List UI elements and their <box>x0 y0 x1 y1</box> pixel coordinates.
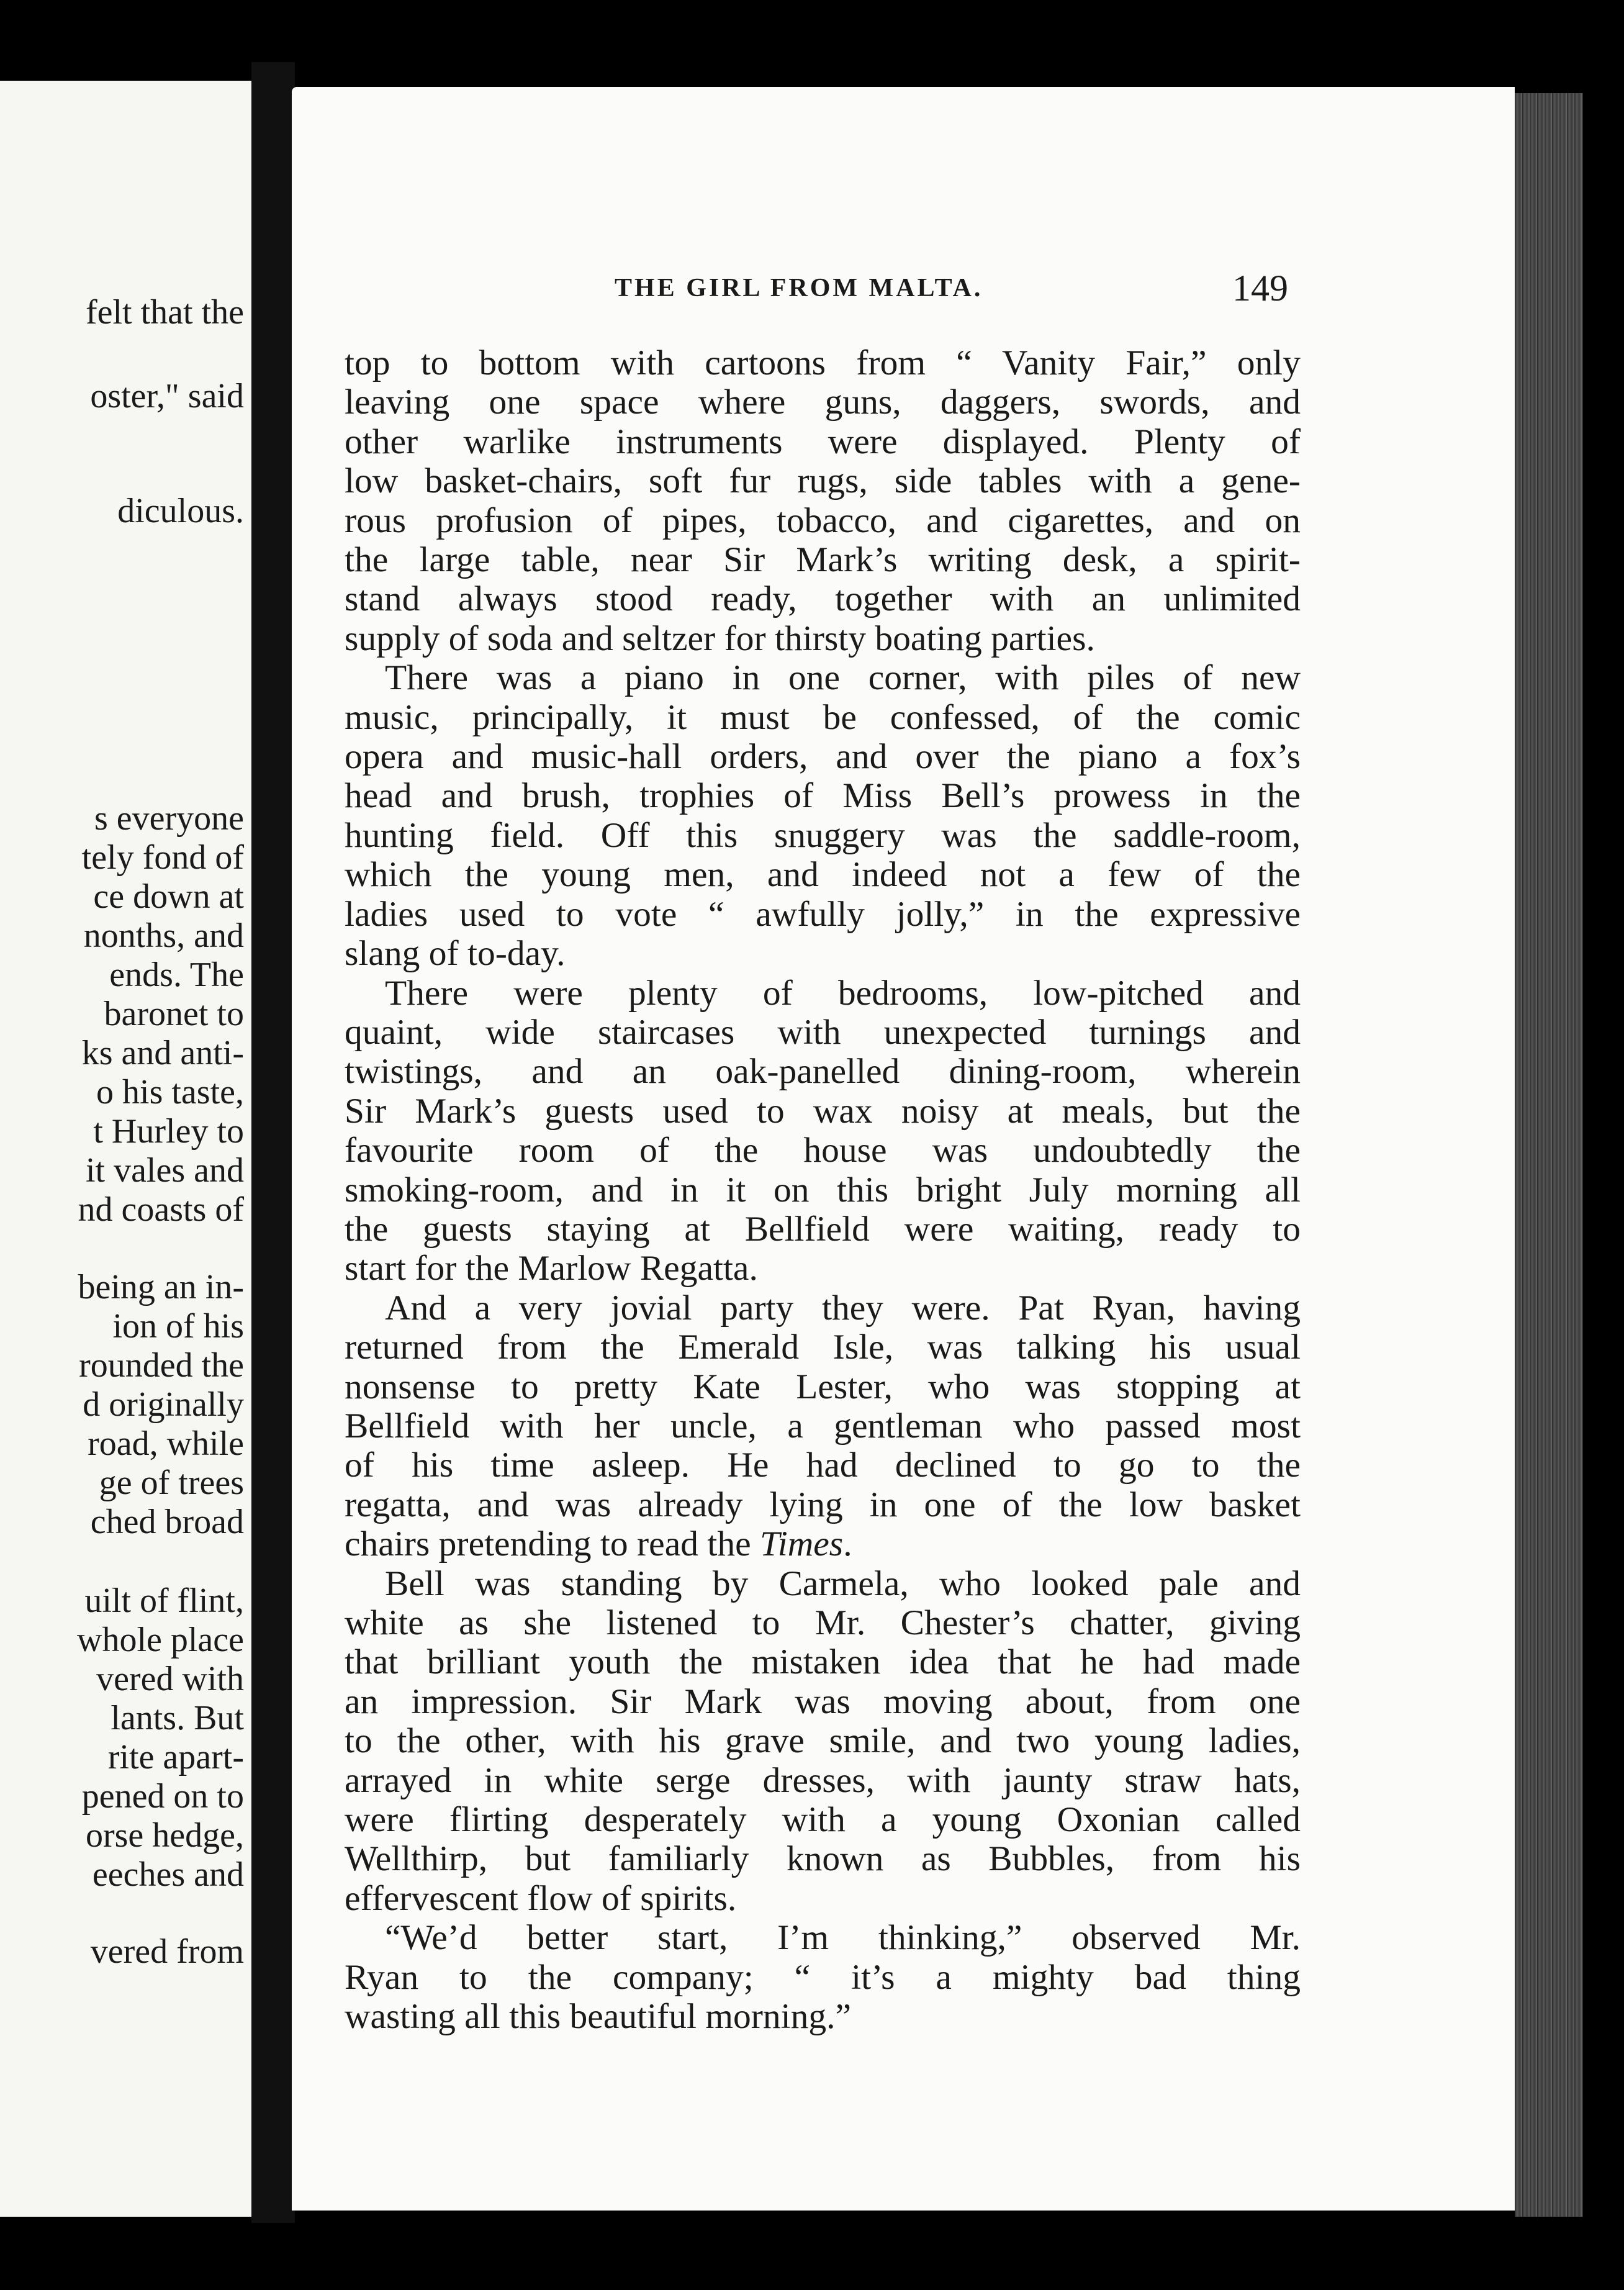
text-line: the guests staying at Bellfield were waiting, ready to <box>345 1209 1301 1249</box>
text-line: wasting all this beautiful morning.” <box>345 1997 852 2037</box>
previous-page-line: ce down at <box>93 877 244 916</box>
previous-page-line: d originally <box>83 1385 244 1424</box>
text-line: There was a piano in one corner, with piles of new <box>385 658 1301 698</box>
text-line: Bell was standing by Carmela, who looked pale and <box>385 1564 1301 1603</box>
page-edges <box>1515 93 1583 2217</box>
previous-page-line: s everyone <box>94 799 244 838</box>
paragraph <box>345 1288 1301 1564</box>
previous-page-line: ends. The <box>109 956 244 994</box>
previous-page-line: orse hedge, <box>85 1816 244 1855</box>
text-line: regatta, and was already lying in one of the low basket <box>345 1485 1301 1524</box>
previous-page-line: baronet to <box>104 995 244 1033</box>
text-line: low basket-chairs, soft fur rugs, side tables with a gene- <box>345 461 1301 501</box>
previous-page-line: nd coasts of <box>78 1190 244 1229</box>
previous-page-line: lants. But <box>111 1699 244 1737</box>
previous-page <box>0 81 251 2217</box>
paragraph <box>345 1918 1301 2036</box>
paragraph <box>345 974 1301 1288</box>
text-line: head and brush, trophies of Miss Bell’s prowess in the <box>345 776 1301 816</box>
previous-page-line: road, while <box>88 1424 244 1463</box>
text-line: opera and music-hall orders, and over the piano a fox’s <box>345 737 1301 777</box>
text-line: the large table, near Sir Mark’s writing desk, a spirit- <box>345 540 1301 580</box>
previous-page-line: tely fond of <box>81 838 244 877</box>
previous-page-line: diculous. <box>117 492 244 530</box>
text-line: quaint, wide staircases with unexpected turnings and <box>345 1012 1301 1052</box>
text-line: nonsense to pretty Kate Lester, who was stopping at <box>345 1367 1301 1406</box>
text-line: “We’d better start, I’m thinking,” observed Mr. <box>385 1918 1301 1958</box>
text-line: And a very jovial party they were. Pat Ryan, having <box>385 1288 1301 1328</box>
text-line: that brilliant youth the mistaken idea that he had made <box>345 1642 1301 1682</box>
text-line: returned from the Emerald Isle, was talking his usual <box>345 1328 1301 1367</box>
text-line: top to bottom with cartoons from “ Vanity Fair,” only <box>345 343 1301 382</box>
page-number: 149 <box>1232 268 1288 309</box>
text-line: white as she listened to Mr. Chester’s chatter, giving <box>345 1603 1301 1642</box>
previous-page-line: ched broad <box>90 1503 244 1541</box>
text-line: Ryan to the company; “ it’s a mighty bad thing <box>345 1957 1301 1997</box>
text-line: twistings, and an oak-panelled dining-room, wherein <box>345 1052 1301 1092</box>
text-line: arrayed in white serge dresses, with jaunty straw hats, <box>345 1760 1301 1800</box>
previous-page-line: rite apart- <box>107 1738 244 1776</box>
text-line: effervescent flow of spirits. <box>345 1878 737 1918</box>
book-gutter <box>251 62 295 2223</box>
paragraph <box>345 1564 1301 1919</box>
running-head: THE GIRL FROM MALTA. <box>615 274 983 302</box>
previous-page-line: whole place <box>77 1621 244 1659</box>
previous-page-line: felt that the <box>85 293 244 332</box>
previous-page-line: nonths, and <box>83 916 244 955</box>
text-line: of his time asleep. He had declined to go to the <box>345 1446 1301 1485</box>
previous-page-line: pened on to <box>81 1777 244 1816</box>
text-line: There were plenty of bedrooms, low-pitched and <box>385 973 1301 1013</box>
previous-page-line: it vales and <box>85 1151 244 1190</box>
text-line: which the young men, and indeed not a few of the <box>345 855 1301 895</box>
paragraph <box>345 658 1301 973</box>
body-text <box>345 343 1301 2036</box>
text-line: leaving one space where guns, daggers, swords, and <box>345 382 1301 422</box>
previous-page-line: ge of trees <box>99 1464 244 1502</box>
previous-page-line: oster," said <box>90 377 244 415</box>
text-line: favourite room of the house was undoubtedly the <box>345 1131 1301 1170</box>
previous-page-line: being an in- <box>78 1268 244 1306</box>
text-line: Sir Mark’s guests used to wax noisy at meals, but the <box>345 1091 1301 1131</box>
previous-page-line: vered with <box>96 1660 244 1698</box>
text-line: start for the Marlow Regatta. <box>345 1249 758 1288</box>
previous-page-line: eeches and <box>92 1855 244 1894</box>
previous-page-line: rounded the <box>79 1346 244 1385</box>
text-line: smoking-room, and in it on this bright July morning all <box>345 1170 1301 1210</box>
text-line: hunting field. Off this snuggery was the saddle-room, <box>345 815 1301 855</box>
text-line: ladies used to vote “ awfully jolly,” in the expressive <box>345 894 1301 934</box>
text-line: music, principally, it must be confessed, of the comic <box>345 697 1301 737</box>
text-line: slang of to-day. <box>345 934 566 974</box>
text-line: stand always stood ready, together with an unlimited <box>345 579 1301 619</box>
previous-page-line: ks and anti- <box>81 1034 244 1072</box>
previous-page-line: t Hurley to <box>93 1112 244 1151</box>
text-line: Bellfield with her uncle, a gentleman who passed most <box>345 1406 1301 1446</box>
previous-page-line: o his taste, <box>96 1073 244 1111</box>
text-line: were flirting desperately with a young Oxonian called <box>345 1800 1301 1840</box>
text-line: chairs pretending to read the Times. <box>345 1524 852 1564</box>
text-line: Wellthirp, but familiarly known as Bubbles, from his <box>345 1839 1301 1879</box>
text-line: supply of soda and seltzer for thirsty boating parties. <box>345 618 1095 658</box>
previous-page-line: ion of his <box>112 1307 244 1346</box>
text-line: an impression. Sir Mark was moving about, from one <box>345 1681 1301 1721</box>
previous-page-line: vered from <box>90 1932 244 1971</box>
text-line: other warlike instruments were displayed. Plenty of <box>345 422 1301 461</box>
previous-page-line: uilt of flint, <box>84 1582 244 1620</box>
text-line: rous profusion of pipes, tobacco, and cigarettes, and on <box>345 500 1301 540</box>
text-line: to the other, with his grave smile, and two young ladies, <box>345 1721 1301 1761</box>
paragraph <box>345 343 1301 658</box>
